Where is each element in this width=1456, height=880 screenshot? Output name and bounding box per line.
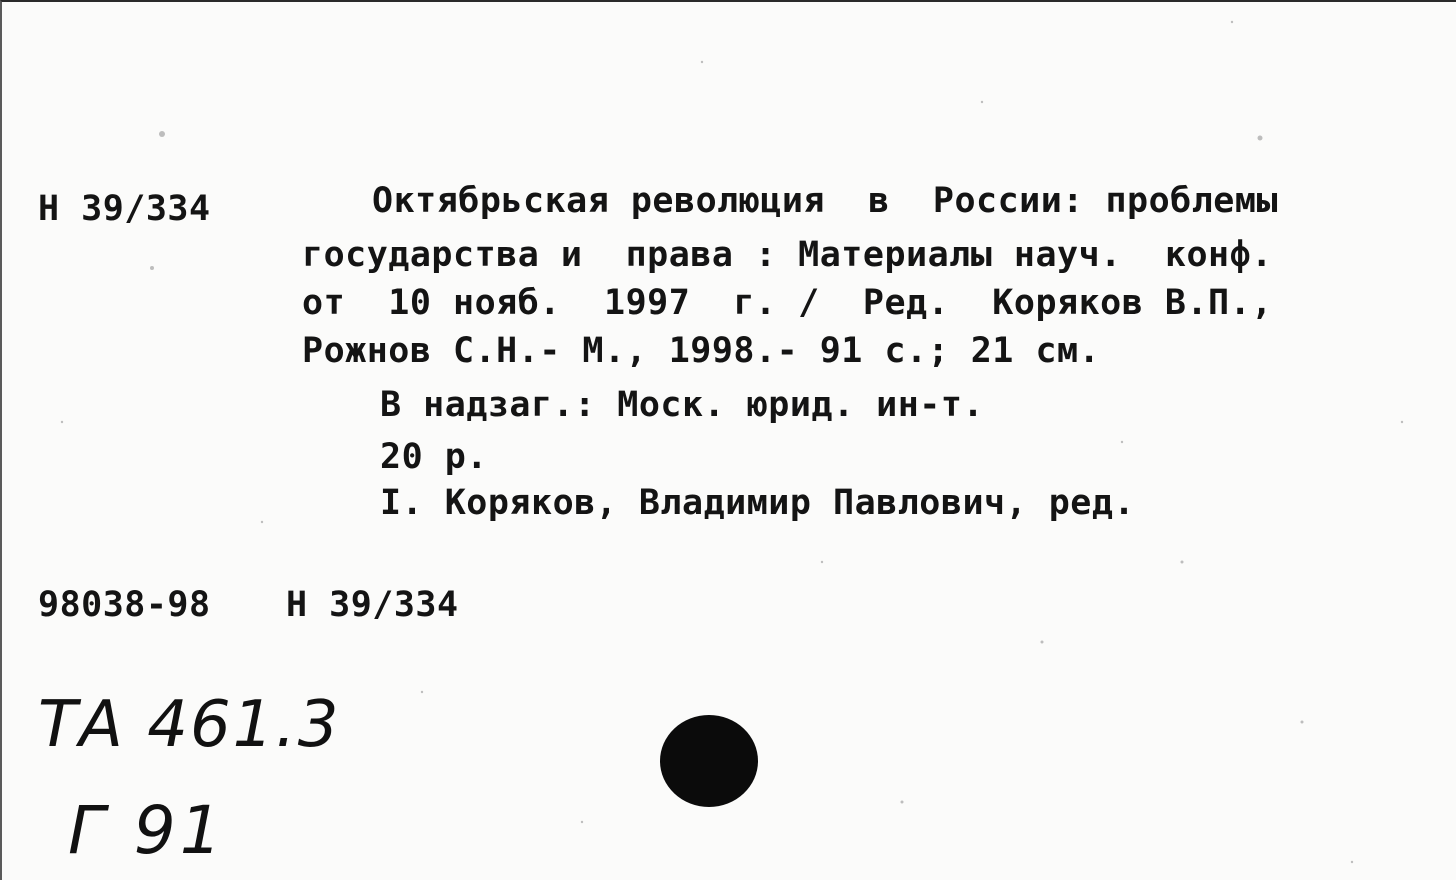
entry-line-1: Октябрьская революция в России: проблемы: [372, 181, 1279, 221]
card-punch-hole: [660, 715, 758, 807]
note-editor-line: I. Коряков, Владимир Павлович, ред.: [380, 483, 1136, 523]
handwritten-classification: ТА 461.3: [38, 688, 341, 762]
footer-shelf-mark: Н 39/334: [286, 585, 459, 625]
record-number: 98038-98: [38, 585, 211, 625]
note-header-line: В надзаг.: Моск. юрид. ин-т.: [380, 385, 985, 425]
entry-line-3: от 10 нояб. 1997 г. / Ред. Коряков В.П.,: [302, 283, 1273, 323]
entry-line-2: государства и права : Материалы науч. конф.: [302, 235, 1273, 275]
note-price-line: 20 р.: [380, 437, 488, 477]
handwritten-author-mark: Г 91: [68, 792, 226, 869]
shelf-mark: Н 39/334: [38, 189, 211, 229]
entry-line-4: Рожнов С.Н.- М., 1998.- 91 с.; 21 см.: [302, 331, 1101, 371]
